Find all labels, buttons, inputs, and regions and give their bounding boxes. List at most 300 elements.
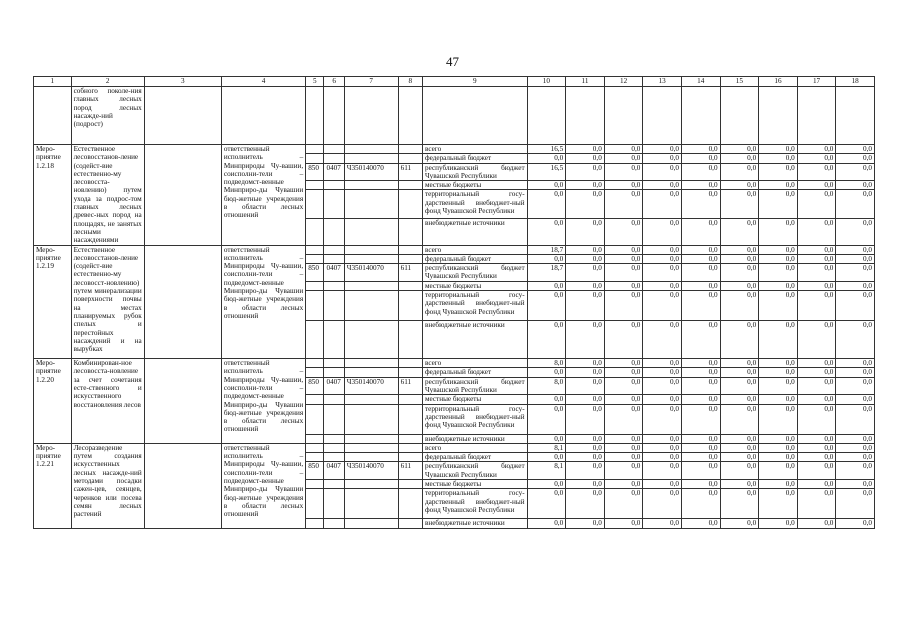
- empty-cell: [144, 443, 221, 528]
- funding-value: 0,0: [759, 395, 798, 404]
- funding-value: 0,0: [836, 281, 875, 290]
- empty-cell: [306, 181, 324, 190]
- funding-value: 0,0: [720, 245, 759, 254]
- empty-cell: [324, 87, 344, 145]
- empty-cell: [306, 87, 324, 145]
- funding-source: республиканский бюджет Чувашской Республики: [422, 462, 527, 480]
- funding-value: 0,0: [759, 181, 798, 190]
- empty-cell: [306, 519, 324, 528]
- funding-value: 0,0: [643, 434, 682, 443]
- funding-value: 0,0: [643, 181, 682, 190]
- funding-value: 0,0: [797, 404, 836, 434]
- funding-value: 0,0: [836, 377, 875, 395]
- funding-value: 0,0: [604, 462, 643, 480]
- empty-cell: [324, 368, 344, 377]
- empty-cell: [324, 254, 344, 263]
- funding-value: 0,0: [643, 163, 682, 181]
- funding-value: 0,0: [566, 264, 605, 282]
- responsible-executor: ответственный исполнитель – Минприроды Чу-вашии, соисполни-тели – подведомст-венные Минприро-ды Чувашии бюд-жетные учреждения в области лесных отношений: [221, 245, 305, 358]
- funding-source: внебюджетные источники: [422, 321, 527, 359]
- funding-value: 0,0: [527, 254, 566, 263]
- funding-value: 0,0: [527, 181, 566, 190]
- empty-cell: [604, 87, 643, 145]
- empty-cell: [324, 404, 344, 434]
- header-cell: 9: [422, 77, 527, 87]
- empty-cell: [422, 87, 527, 145]
- measure-description: Лесоразведение путем создания искусственных лесных насажде-ний методами посадки сажен-цев, сеянцев, черенков или посева семян лесных растений: [71, 443, 144, 528]
- empty-cell: [306, 154, 324, 163]
- empty-cell: [144, 87, 221, 145]
- header-cell: 11: [566, 77, 605, 87]
- funding-value: 0,0: [797, 377, 836, 395]
- empty-cell: [398, 154, 422, 163]
- empty-cell: [324, 443, 344, 452]
- funding-value: 0,0: [720, 489, 759, 519]
- empty-cell: [324, 154, 344, 163]
- funding-value: 0,0: [720, 395, 759, 404]
- budget-code: 850: [306, 264, 324, 282]
- empty-cell: [344, 154, 398, 163]
- empty-cell: [306, 321, 324, 359]
- funding-value: 0,0: [566, 395, 605, 404]
- empty-cell: [306, 218, 324, 245]
- funding-value: 0,0: [836, 291, 875, 321]
- empty-cell: [398, 443, 422, 452]
- funding-value: 0,0: [836, 145, 875, 154]
- empty-cell: [527, 87, 566, 145]
- funding-value: 0,0: [681, 434, 720, 443]
- empty-cell: [398, 480, 422, 489]
- funding-value: 0,0: [681, 218, 720, 245]
- funding-value: 0,0: [720, 281, 759, 290]
- empty-cell: [836, 87, 875, 145]
- funding-value: 0,0: [836, 264, 875, 282]
- funding-value: 0,0: [720, 218, 759, 245]
- measure-description: Естественное лесовосстанов-ление (содейст-вие естественно-му лесовосст-новлению) путем минерализации поверхности почвы на местах планируемых рубок спелых и перестойных насаждений и на вырубках: [71, 245, 144, 358]
- empty-cell: [344, 254, 398, 263]
- funding-value: 0,0: [681, 462, 720, 480]
- header-cell: 12: [604, 77, 643, 87]
- funding-value: 0,0: [681, 245, 720, 254]
- funding-value: 0,0: [720, 254, 759, 263]
- empty-cell: [324, 321, 344, 359]
- funding-source: федеральный бюджет: [422, 368, 527, 377]
- empty-cell: [398, 145, 422, 154]
- funding-value: 0,0: [836, 453, 875, 462]
- empty-cell: [34, 87, 72, 145]
- empty-cell: [306, 254, 324, 263]
- funding-value: 0,0: [604, 519, 643, 528]
- funding-value: 0,0: [604, 281, 643, 290]
- empty-cell: [344, 359, 398, 368]
- funding-value: 0,0: [759, 359, 798, 368]
- funding-value: 0,0: [759, 281, 798, 290]
- header-cell: 16: [759, 77, 798, 87]
- empty-cell: [324, 218, 344, 245]
- funding-value: 0,0: [604, 404, 643, 434]
- empty-cell: [398, 218, 422, 245]
- empty-cell: [398, 245, 422, 254]
- empty-cell: [324, 281, 344, 290]
- funding-source: местные бюджеты: [422, 281, 527, 290]
- funding-value: 0,0: [566, 218, 605, 245]
- funding-source: всего: [422, 359, 527, 368]
- funding-value: 0,0: [797, 218, 836, 245]
- funding-value: 0,0: [604, 377, 643, 395]
- empty-cell: [398, 519, 422, 528]
- empty-cell: [398, 359, 422, 368]
- measure-description: собного поколе-ния главных лесных пород лесных насажде-ний (подрост): [71, 87, 144, 145]
- measure-id: Меро-приятие 1.2.19: [34, 245, 72, 358]
- funding-value: 0,0: [681, 359, 720, 368]
- funding-value: 0,0: [720, 190, 759, 218]
- empty-cell: [398, 181, 422, 190]
- empty-cell: [344, 443, 398, 452]
- empty-cell: [398, 434, 422, 443]
- funding-value: 0,0: [720, 404, 759, 434]
- funding-value: 0,0: [681, 395, 720, 404]
- funding-value: 0,0: [604, 321, 643, 359]
- empty-cell: [344, 87, 398, 145]
- empty-cell: [398, 254, 422, 263]
- funding-value: 0,0: [604, 218, 643, 245]
- funding-value: 0,0: [836, 321, 875, 359]
- empty-cell: [306, 404, 324, 434]
- funding-value: 0,0: [720, 154, 759, 163]
- funding-value: 0,0: [720, 480, 759, 489]
- responsible-executor: ответственный исполнитель – Минприроды Чу-вашии, соисполни-тели – подведомст-венные Минприро-ды Чувашии бюд-жетные учреждения в области лесных отношений: [221, 443, 305, 528]
- funding-value: 8,1: [527, 462, 566, 480]
- funding-value: 0,0: [720, 443, 759, 452]
- empty-cell: [221, 87, 305, 145]
- funding-value: 0,0: [681, 291, 720, 321]
- funding-value: 0,0: [527, 291, 566, 321]
- empty-cell: [344, 519, 398, 528]
- funding-value: 0,0: [527, 395, 566, 404]
- empty-cell: [306, 245, 324, 254]
- funding-value: 0,0: [604, 264, 643, 282]
- funding-source: республиканский бюджет Чувашской Республики: [422, 163, 527, 181]
- header-cell: 14: [681, 77, 720, 87]
- funding-value: 0,0: [643, 190, 682, 218]
- funding-value: 0,0: [566, 443, 605, 452]
- funding-source: внебюджетные источники: [422, 434, 527, 443]
- empty-cell: [306, 395, 324, 404]
- funding-value: 0,0: [527, 218, 566, 245]
- empty-cell: [344, 281, 398, 290]
- funding-value: 0,0: [797, 245, 836, 254]
- measure-description: Естественное лесовосстанов-ление (содейст-вие естественно-му лесовосста-новлению) путем ухода за подрос-том главных лесных древес-ных пород на площадях, не занятых лесными насаждениями: [71, 145, 144, 246]
- funding-value: 0,0: [681, 154, 720, 163]
- funding-value: 0,0: [836, 359, 875, 368]
- funding-value: 0,0: [604, 291, 643, 321]
- funding-value: 0,0: [527, 519, 566, 528]
- budget-code: 611: [398, 163, 422, 181]
- funding-value: 0,0: [566, 281, 605, 290]
- funding-source: территориальный госу-дарственный внебюджет-ный фонд Чувашской Республики: [422, 489, 527, 519]
- funding-value: 0,0: [604, 489, 643, 519]
- funding-value: 0,0: [681, 443, 720, 452]
- funding-value: 0,0: [797, 190, 836, 218]
- funding-value: 0,0: [759, 264, 798, 282]
- budget-code: 611: [398, 462, 422, 480]
- funding-value: 0,0: [720, 368, 759, 377]
- funding-value: 0,0: [681, 254, 720, 263]
- empty-cell: [306, 434, 324, 443]
- funding-value: 0,0: [759, 453, 798, 462]
- funding-value: 0,0: [759, 163, 798, 181]
- funding-value: 18,7: [527, 245, 566, 254]
- funding-value: 8,1: [527, 443, 566, 452]
- empty-cell: [398, 368, 422, 377]
- funding-value: 0,0: [836, 368, 875, 377]
- funding-value: 0,0: [566, 145, 605, 154]
- funding-value: 16,5: [527, 163, 566, 181]
- header-cell: 4: [221, 77, 305, 87]
- header-cell: 17: [797, 77, 836, 87]
- funding-value: 0,0: [604, 163, 643, 181]
- funding-value: 0,0: [566, 321, 605, 359]
- funding-value: 0,0: [566, 404, 605, 434]
- funding-value: 0,0: [604, 480, 643, 489]
- funding-value: 0,0: [604, 443, 643, 452]
- funding-value: 0,0: [643, 281, 682, 290]
- empty-cell: [324, 145, 344, 154]
- funding-value: 0,0: [720, 291, 759, 321]
- funding-value: 0,0: [681, 181, 720, 190]
- funding-value: 0,0: [720, 453, 759, 462]
- funding-value: 0,0: [643, 218, 682, 245]
- funding-value: 0,0: [643, 145, 682, 154]
- budget-code: Ч350140070: [344, 377, 398, 395]
- funding-value: 0,0: [643, 480, 682, 489]
- funding-value: 0,0: [836, 190, 875, 218]
- program-table: [33, 76, 875, 529]
- empty-cell: [344, 218, 398, 245]
- funding-value: 8,0: [527, 359, 566, 368]
- header-cell: 13: [643, 77, 682, 87]
- funding-value: 0,0: [836, 519, 875, 528]
- funding-value: 0,0: [797, 181, 836, 190]
- continuation-row: [34, 87, 875, 145]
- funding-value: 0,0: [836, 181, 875, 190]
- funding-value: 0,0: [797, 434, 836, 443]
- funding-value: 0,0: [643, 359, 682, 368]
- empty-cell: [398, 87, 422, 145]
- header-cell: 18: [836, 77, 875, 87]
- funding-value: 0,0: [604, 181, 643, 190]
- funding-value: 0,0: [527, 321, 566, 359]
- funding-value: 0,0: [759, 519, 798, 528]
- empty-cell: [398, 489, 422, 519]
- funding-value: 0,0: [836, 254, 875, 263]
- empty-cell: [144, 359, 221, 444]
- funding-value: 0,0: [720, 321, 759, 359]
- funding-value: 0,0: [759, 145, 798, 154]
- funding-value: 0,0: [720, 145, 759, 154]
- budget-code: Ч350140070: [344, 264, 398, 282]
- funding-value: 0,0: [643, 462, 682, 480]
- funding-value: 0,0: [604, 154, 643, 163]
- funding-value: 0,0: [681, 190, 720, 218]
- funding-source: внебюджетные источники: [422, 218, 527, 245]
- header-cell: 6: [324, 77, 344, 87]
- funding-value: 0,0: [720, 462, 759, 480]
- budget-code: 611: [398, 264, 422, 282]
- funding-value: 0,0: [797, 453, 836, 462]
- table-row: [34, 443, 875, 452]
- empty-cell: [344, 181, 398, 190]
- header-cell: 7: [344, 77, 398, 87]
- funding-value: 0,0: [604, 368, 643, 377]
- funding-value: 0,0: [566, 359, 605, 368]
- empty-cell: [398, 190, 422, 218]
- empty-cell: [566, 87, 605, 145]
- funding-value: 0,0: [566, 181, 605, 190]
- funding-value: 0,0: [527, 190, 566, 218]
- funding-value: 0,0: [527, 480, 566, 489]
- funding-value: 0,0: [681, 480, 720, 489]
- funding-source: территориальный госу-дарственный внебюджет-ный фонд Чувашской Республики: [422, 404, 527, 434]
- funding-value: 0,0: [527, 368, 566, 377]
- empty-cell: [759, 87, 798, 145]
- funding-value: 0,0: [643, 443, 682, 452]
- empty-cell: [344, 368, 398, 377]
- empty-cell: [324, 181, 344, 190]
- funding-value: 8,0: [527, 377, 566, 395]
- funding-value: 0,0: [759, 480, 798, 489]
- funding-value: 0,0: [566, 190, 605, 218]
- empty-cell: [398, 321, 422, 359]
- empty-cell: [324, 489, 344, 519]
- funding-value: 0,0: [566, 368, 605, 377]
- funding-value: 0,0: [759, 404, 798, 434]
- header-cell: 3: [144, 77, 221, 87]
- empty-cell: [306, 443, 324, 452]
- empty-cell: [344, 453, 398, 462]
- funding-value: 0,0: [836, 462, 875, 480]
- funding-value: 0,0: [797, 264, 836, 282]
- funding-value: 0,0: [527, 404, 566, 434]
- funding-value: 0,0: [759, 321, 798, 359]
- empty-cell: [324, 395, 344, 404]
- funding-value: 0,0: [836, 218, 875, 245]
- funding-value: 0,0: [643, 245, 682, 254]
- budget-code: 0407: [324, 163, 344, 181]
- empty-cell: [398, 453, 422, 462]
- funding-value: 0,0: [797, 145, 836, 154]
- funding-value: 0,0: [797, 359, 836, 368]
- empty-cell: [306, 145, 324, 154]
- budget-code: 0407: [324, 377, 344, 395]
- empty-cell: [324, 291, 344, 321]
- funding-value: 0,0: [797, 489, 836, 519]
- funding-value: 0,0: [566, 462, 605, 480]
- funding-value: 0,0: [643, 321, 682, 359]
- funding-source: местные бюджеты: [422, 480, 527, 489]
- funding-value: 0,0: [681, 453, 720, 462]
- funding-value: 0,0: [527, 154, 566, 163]
- funding-value: 0,0: [681, 377, 720, 395]
- empty-cell: [324, 453, 344, 462]
- responsible-executor: ответственный исполнитель – Минприроды Чу-вашии, соисполни-тели – подведомст-венные Минприро-ды Чувашии бюд-жетные учреждения в области лесных отношений: [221, 145, 305, 246]
- funding-value: 0,0: [604, 145, 643, 154]
- funding-value: 0,0: [566, 519, 605, 528]
- empty-cell: [306, 453, 324, 462]
- empty-cell: [144, 245, 221, 358]
- funding-source: всего: [422, 145, 527, 154]
- header-cell: 5: [306, 77, 324, 87]
- empty-cell: [324, 245, 344, 254]
- funding-value: 0,0: [759, 377, 798, 395]
- empty-cell: [344, 321, 398, 359]
- funding-value: 0,0: [604, 190, 643, 218]
- funding-value: 0,0: [604, 434, 643, 443]
- funding-value: 0,0: [836, 480, 875, 489]
- empty-cell: [344, 190, 398, 218]
- funding-value: 0,0: [836, 434, 875, 443]
- funding-value: 0,0: [759, 434, 798, 443]
- empty-cell: [398, 404, 422, 434]
- funding-value: 18,7: [527, 264, 566, 282]
- funding-value: 0,0: [797, 163, 836, 181]
- header-cell: 15: [720, 77, 759, 87]
- funding-value: 0,0: [681, 321, 720, 359]
- empty-cell: [344, 489, 398, 519]
- funding-source: территориальный госу-дарственный внебюджет-ный фонд Чувашской Республики: [422, 291, 527, 321]
- table-row: [34, 359, 875, 368]
- funding-source: всего: [422, 443, 527, 452]
- empty-cell: [344, 434, 398, 443]
- empty-cell: [398, 291, 422, 321]
- empty-cell: [344, 480, 398, 489]
- table-row: [34, 245, 875, 254]
- funding-value: 0,0: [759, 489, 798, 519]
- table-row: [34, 145, 875, 154]
- funding-value: 0,0: [797, 462, 836, 480]
- funding-value: 0,0: [566, 163, 605, 181]
- funding-value: 0,0: [681, 145, 720, 154]
- measure-description: Комбинирован-ное лесовосста-новление за счет сочетания есте-ственного и искусственного восстановления лесов: [71, 359, 144, 444]
- budget-code: Ч350140070: [344, 462, 398, 480]
- empty-cell: [306, 190, 324, 218]
- budget-code: 0407: [324, 462, 344, 480]
- responsible-executor: ответственный исполнитель – Минприроды Чу-вашии, соисполни-тели – подведомст-венные Минприро-ды Чувашии бюд-жетные учреждения в области лесных отношений: [221, 359, 305, 444]
- funding-value: 0,0: [797, 395, 836, 404]
- funding-value: 0,0: [759, 254, 798, 263]
- funding-value: 0,0: [643, 368, 682, 377]
- funding-value: 0,0: [759, 291, 798, 321]
- funding-value: 0,0: [643, 377, 682, 395]
- empty-cell: [720, 87, 759, 145]
- funding-source: территориальный госу-дарственный внебюджет-ный фонд Чувашской Республики: [422, 190, 527, 218]
- funding-value: 0,0: [643, 264, 682, 282]
- funding-source: местные бюджеты: [422, 181, 527, 190]
- funding-value: 0,0: [720, 181, 759, 190]
- funding-value: 0,0: [720, 264, 759, 282]
- measure-id: Меро-приятие 1.2.18: [34, 145, 72, 246]
- funding-value: 0,0: [797, 254, 836, 263]
- funding-value: 0,0: [720, 434, 759, 443]
- empty-cell: [344, 395, 398, 404]
- empty-cell: [344, 404, 398, 434]
- funding-value: 0,0: [836, 443, 875, 452]
- empty-cell: [306, 489, 324, 519]
- header-cell: 8: [398, 77, 422, 87]
- empty-cell: [398, 395, 422, 404]
- empty-cell: [643, 87, 682, 145]
- funding-value: 0,0: [527, 434, 566, 443]
